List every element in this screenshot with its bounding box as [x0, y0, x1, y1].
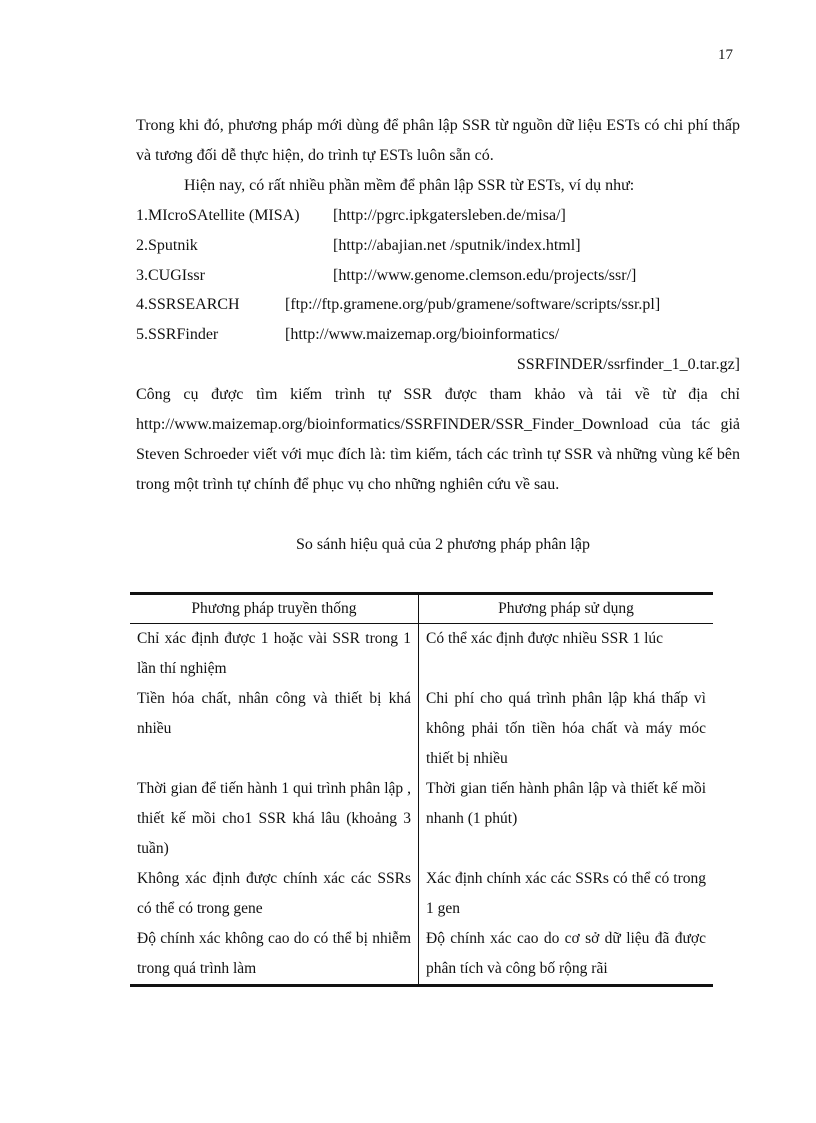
- table-row: [130, 924, 713, 986]
- table-cell: Xác định chính xác các SSRs có thể có trong 1 gen: [426, 870, 706, 917]
- page-number: 17: [718, 47, 733, 63]
- tool-item-ssrfinder: [136, 320, 740, 350]
- table-caption: So sánh hiệu quả của 2 phương pháp phân lập: [296, 536, 590, 553]
- tool-url: [http://pgrc.ipkgatersleben.de/misa/]: [333, 207, 566, 224]
- tool-url-continued: SSRFINDER/ssrfinder_1_0.tar.gz]: [516, 356, 740, 373]
- tool-name: 2.Sputnik: [136, 237, 198, 254]
- table-cell: Độ chính xác không cao do có thể bị nhiễm trong quá trình làm: [130, 924, 419, 986]
- table-row: [130, 684, 713, 774]
- table-cell: Chỉ xác định được 1 hoặc vài SSR trong 1 lần thí nghiệm: [130, 624, 419, 685]
- table-row: [130, 864, 713, 924]
- table-cell: Tiền hóa chất, nhân công và thiết bị khá nhiều: [130, 684, 419, 774]
- paragraph-intro: Trong khi đó, phương pháp mới dùng để phân lập SSR từ nguồn dữ liệu ESTs có chi phí thấp và tương đối dễ thực hiện, do trình tự ESTs luôn sẵn có.: [136, 117, 740, 164]
- tool-name: 3.CUGIssr: [136, 267, 205, 284]
- table-row: [130, 624, 713, 685]
- tool-item-cugissr: [136, 261, 740, 291]
- column-header-traditional: Phương pháp truyền thống: [130, 594, 419, 624]
- tool-url: [http://www.maizemap.org/bioinformatics/: [285, 326, 560, 343]
- table-cell: Không xác định được chính xác các SSRs có thể có trong gene: [130, 864, 419, 924]
- tool-item-sputnik: [136, 231, 740, 261]
- table-cell: Thời gian tiến hành phân lập và thiết kế mồi nhanh (1 phút): [426, 780, 706, 827]
- paragraph-tool-source: Công cụ được tìm kiếm trình tự SSR được tham khảo và tải về từ địa chỉ http://www.maizemap.org/bioinformatics/SSRFINDER/SSR_Finder_Download của tác giả Steven Schroeder viết với mục đích là: tìm kiếm, tách các trình tự SSR và những vùng kế bên trong một trình tự chính để phục vụ cho những nghiên cứu về sau.: [136, 386, 740, 493]
- table-header-row: [130, 594, 713, 624]
- table-row: [130, 774, 713, 864]
- tool-url: [http://abajian.net /sputnik/index.html]: [333, 237, 581, 254]
- tool-name: 5.SSRFinder: [136, 326, 219, 343]
- tool-url: [ftp://ftp.gramene.org/pub/gramene/software/scripts/ssr.pl]: [285, 296, 661, 313]
- table-cell: Chi phí cho quá trình phân lập khá thấp vì không phải tốn tiền hóa chất và máy móc thiết bị nhiều: [426, 690, 706, 767]
- table-cell: Độ chính xác cao do cơ sở dữ liệu đã được phân tích và công bố rộng rãi: [419, 924, 714, 986]
- table-cell: Có thể xác định được nhiều SSR 1 lúc: [426, 630, 664, 647]
- tool-url: [http://www.genome.clemson.edu/projects/ssr/]: [333, 267, 637, 284]
- comparison-table: [130, 592, 713, 987]
- column-header-new-method: Phương pháp sử dụng: [419, 594, 714, 624]
- tool-item-misa: [136, 201, 740, 231]
- table-cell: Thời gian để tiến hành 1 qui trình phân lập , thiết kế mồi cho1 SSR khá lâu (khoảng 3 tuần): [130, 774, 419, 864]
- tool-name: 4.SSRSEARCH: [136, 296, 240, 313]
- tool-item-ssrsearch: [136, 290, 740, 320]
- tool-name: 1.MIcroSAtellite (MISA): [136, 207, 300, 224]
- paragraph-software-intro: Hiện nay, có rất nhiều phần mềm để phân lập SSR từ ESTs, ví dụ như:: [184, 177, 635, 194]
